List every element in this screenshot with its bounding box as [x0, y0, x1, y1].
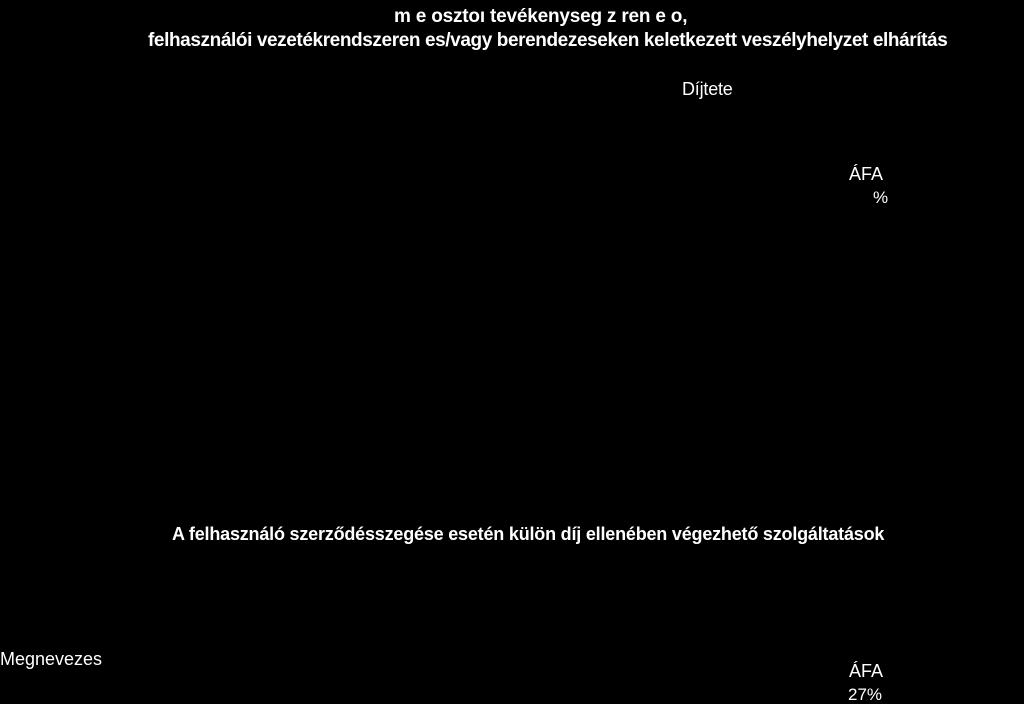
- table1-vat-rate-label: %: [873, 188, 889, 207]
- table1-vat-column-header: ÁFA: [849, 164, 884, 184]
- header-line-2: felhasználói vezetékrendszeren es/vagy berendezeseken keletkezett veszélyhelyzet elhárítás: [148, 30, 948, 51]
- table1-fee-column-header: Díjtete: [682, 79, 733, 99]
- table2-name-column-header: Megnevezes: [0, 649, 103, 669]
- header-line-1: m e osztoı tevékenyseg z ren e o,: [394, 6, 688, 27]
- table2-vat-column-header: ÁFA: [849, 661, 884, 681]
- section-2-title: A felhasználó szerződésszegése esetén külön díj ellenében végezhető szolgáltatások: [172, 524, 885, 544]
- table2-vat-rate-label: 27%: [848, 685, 883, 704]
